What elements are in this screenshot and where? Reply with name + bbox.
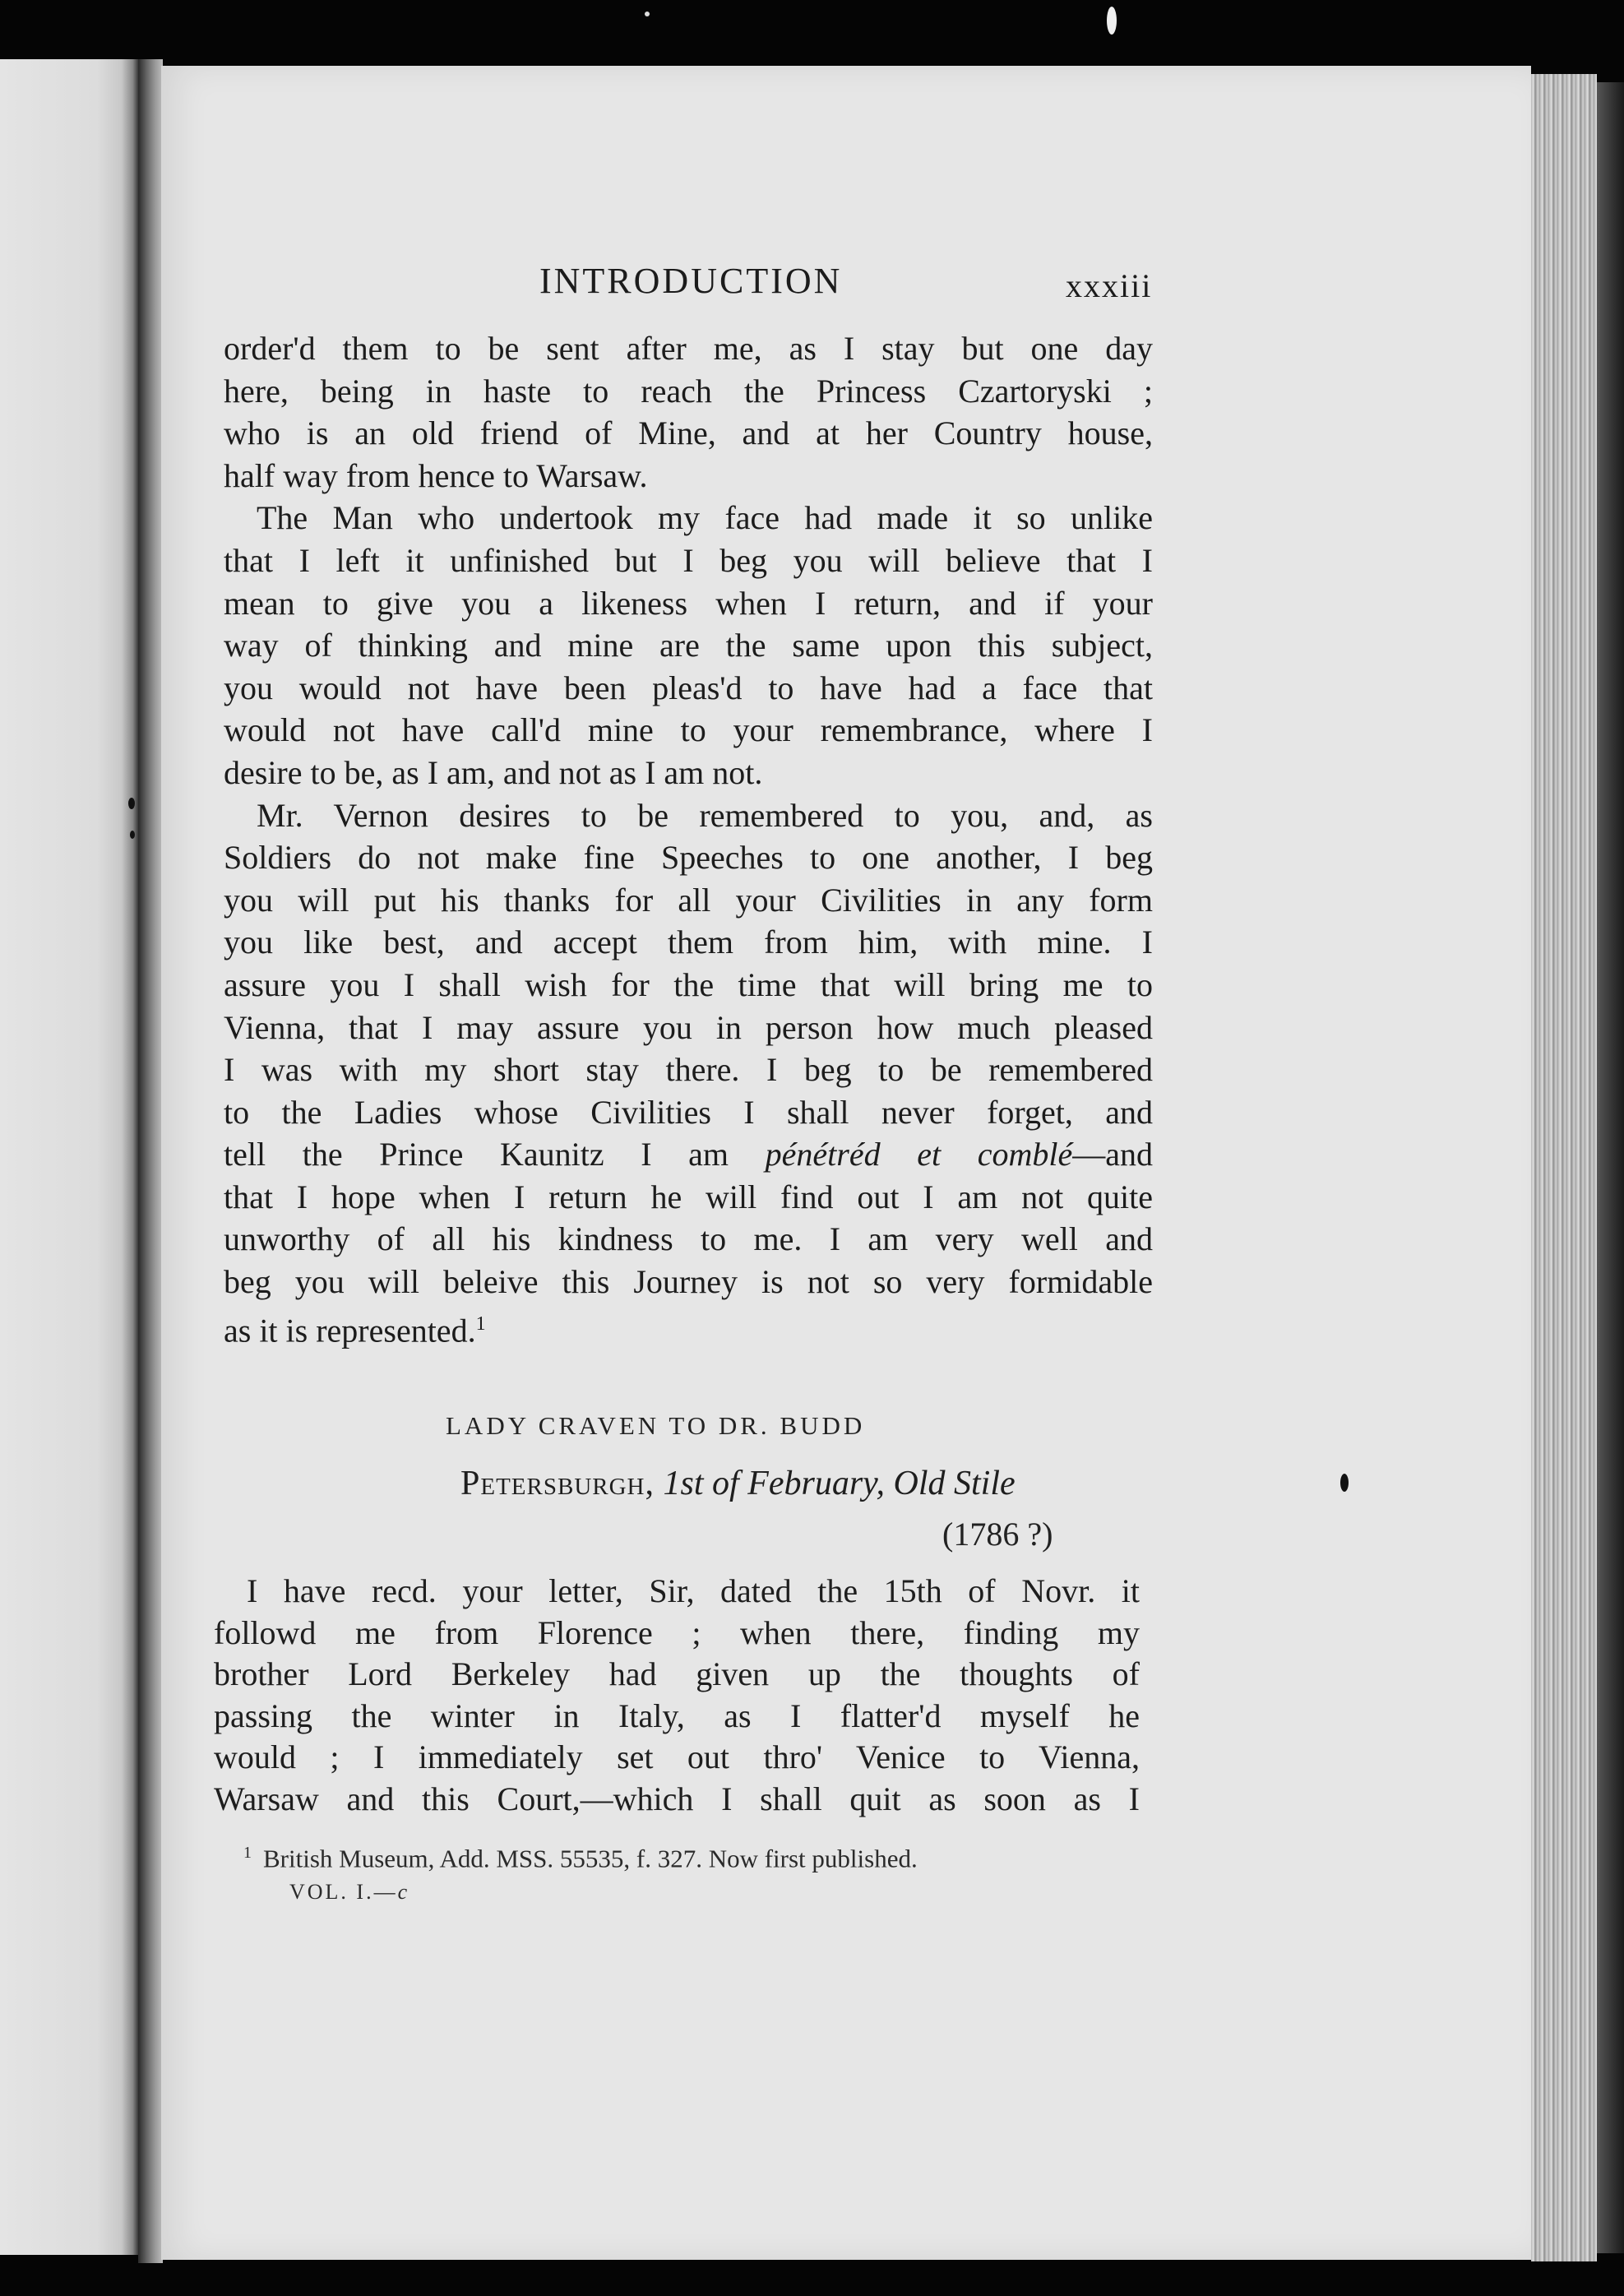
book-cover-edge [1597,82,1624,2253]
footnote-text: British Museum, Add. MSS. 55535, f. 327. Now first published. [263,1844,918,1873]
text-line: you would not have been pleas'd to have had a face that [224,669,1153,706]
text-line: Warsaw and this Court,—which I shall quit as soon as I [214,1780,1140,1817]
text-line: unworthy of all his kindness to me. I am very well and [224,1220,1153,1258]
running-head: INTRODUCTION [539,261,843,301]
text-line: half way from hence to Warsaw. [224,456,648,494]
text-line: desire to be, as I am, and not as I am not. [224,753,763,791]
page-number: xxxiii [1066,267,1153,304]
text-line: Soldiers do not make fine Speeches to one another, I beg [224,839,1153,877]
ink-speck [128,798,135,809]
signature-vol: VOL. I.— [289,1880,398,1904]
facing-page-edge [0,59,138,2255]
text-line: The Man who undertook my face had made it so unlike [257,499,1153,537]
signature-letter: c [397,1880,410,1904]
text-line: I was with my short stay there. I beg to be remembered [224,1051,1153,1089]
text-line [224,1303,1153,1352]
text-line: that I hope when I return he will find out I am not quite [224,1178,1153,1215]
text-line: order'd them to be sent after me, as I stay but one day [224,330,1153,367]
letter-heading: LADY CRAVEN TO DR. BUDD [446,1411,866,1440]
text-line: would not have call'd mine to your remembrance, where I [224,711,1153,749]
text-line: mean to give you a likeness when I return, and if your [224,584,1153,622]
text-line: you will put his thanks for all your Civilities in any form [224,881,1153,919]
scan-speck [1107,7,1117,35]
text-line: that I left it unfinished but I beg you will believe that I [224,541,1153,579]
footnote-reference: 1 [475,1312,486,1335]
text-line: would ; I immediately set out thro' Venice to Vienna, [214,1738,1140,1775]
page-stack-edge [1531,74,1597,2261]
text-line: Mr. Vernon desires to be remembered to you, and, as [257,796,1153,834]
text-line: way of thinking and mine are the same upon this subject, [224,627,1153,664]
text-segment: —and [1072,1136,1153,1173]
text-line: here, being in haste to reach the Princess Czartoryski ; [224,372,1153,410]
text-line: beg you will beleive this Journey is not so very formidable [224,1263,1153,1301]
dateline-year: (1786 ?) [942,1516,1053,1553]
footnote [243,1844,1140,1873]
text-line: brother Lord Berkeley had given up the thoughts of [214,1655,1140,1692]
footnote-marker: 1 [243,1844,252,1862]
dateline-place: Petersburgh, [460,1465,655,1502]
text-line: who is an old friend of Mine, and at her Country house, [224,414,1153,452]
dateline-date: 1st of February, Old Stile [663,1465,1016,1502]
page-header [161,260,1531,309]
italic-phrase: pénétréd et comblé [765,1136,1073,1173]
book-gutter [138,59,163,2263]
ink-speck [130,831,135,839]
text-line: followd me from Florence ; when there, finding my [214,1613,1140,1651]
letter-two-text [214,1571,1140,1820]
letter-one-text [224,327,1153,1352]
book-page [161,66,1531,2260]
text-line: you like best, and accept them from him, with mine. I [224,923,1153,961]
text-line: Vienna, that I may assure you in person how much pleased [224,1008,1153,1046]
text-line: passing the winter in Italy, as I flatter'd myself he [214,1697,1140,1734]
text-line: I have recd. your letter, Sir, dated the 15th of Novr. it [247,1572,1140,1609]
text-line: assure you I shall wish for the time that will bring me to [224,965,1153,1003]
signature-mark [289,1880,409,1905]
text-line [224,1133,1153,1176]
text-line: to the Ladies whose Civilities I shall never forget, and [224,1093,1153,1131]
text-segment: as it is represented. [224,1311,476,1349]
dateline [460,1464,1016,1503]
text-segment: tell the Prince Kaunitz I am [224,1136,729,1173]
ink-speck [1340,1474,1349,1492]
scan-speck [645,12,650,16]
